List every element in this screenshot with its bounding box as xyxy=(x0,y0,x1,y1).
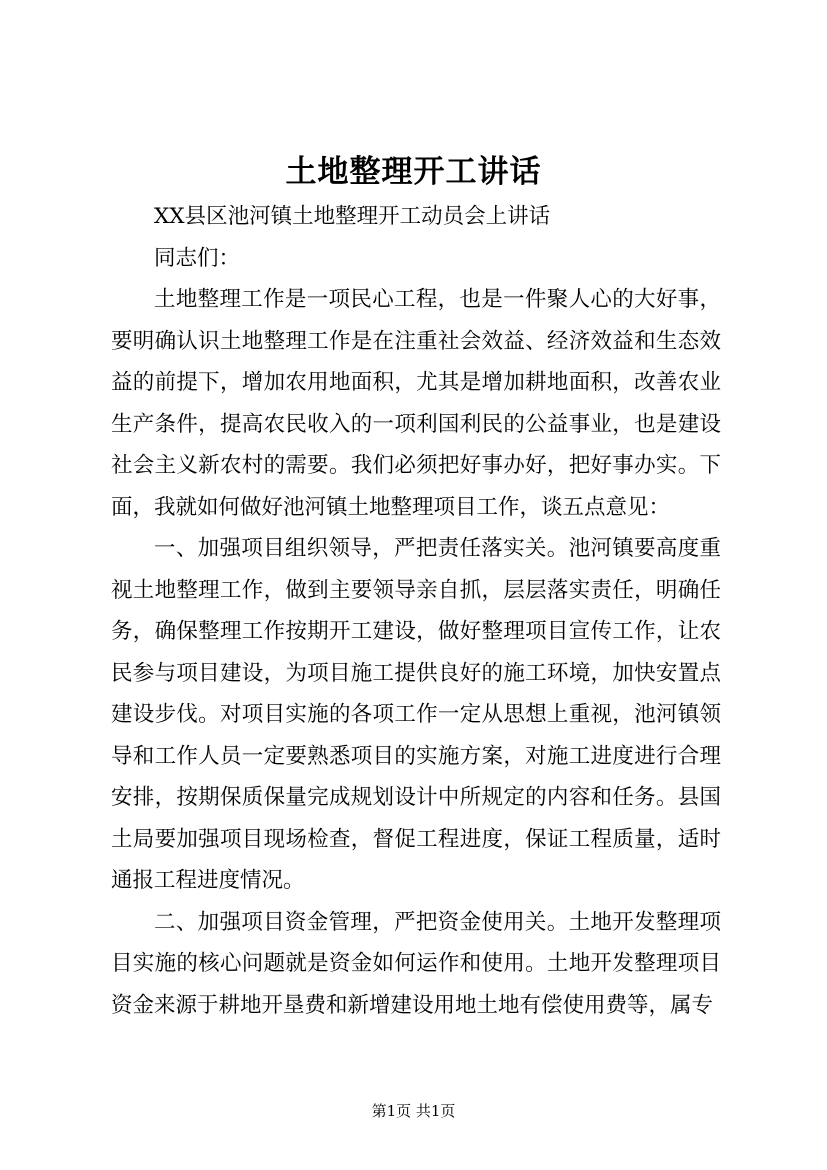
paragraph-point-one: 一、加强项目组织领导，严把责任落实关。池河镇要高度重视土地整理工作，做到主要领导亲自抓，层层落实责任，明确任务，确保整理工作按期开工建设，做好整理项目宣传工作，让农民参与项目建设，为项目施工提供良好的施工环境，加快安置点建设步伐。对项目实施的各项工作一定从思想上重视，池河镇领导和工作人员一定要熟悉项目的实施方案，对施工进度进行合理安排，按期保质保量完成规划设计中所规定的内容和任务。县国土局要加强项目现场检查，督促工程进度，保证工程质量，适时通报工程进度情况。 xyxy=(111,536,721,893)
salutation: 同志们： xyxy=(154,245,241,271)
paragraph-point-two: 二、加强项目资金管理，严把资金使用关。土地开发整理项目实施的核心问题就是资金如何运作和使用。土地开发整理项目资金来源于耕地开垦费和新增建设用地土地有偿使用费等，属专 xyxy=(111,909,721,1018)
page-footer: 第1页 共1页 xyxy=(371,1102,456,1120)
document-title: 土地整理开工讲话 xyxy=(285,154,542,190)
document-subtitle: XX县区池河镇土地整理开工动员会上讲话 xyxy=(154,204,551,229)
document-body xyxy=(111,196,721,1026)
paragraph-intro: 土地整理工作是一项民心工程，也是一件聚人心的大好事，要明确认识土地整理工作是在注重社会效益、经济效益和生态效益的前提下，增加农用地面积，尤其是增加耕地面积，改善农业生产条件，提高农民收入的一项利国利民的公益事业，也是建设社会主义新农村的需要。我们必须把好事办好，把好事办实。下面，我就如何做好池河镇土地整理项目工作，谈五点意见： xyxy=(111,287,721,520)
